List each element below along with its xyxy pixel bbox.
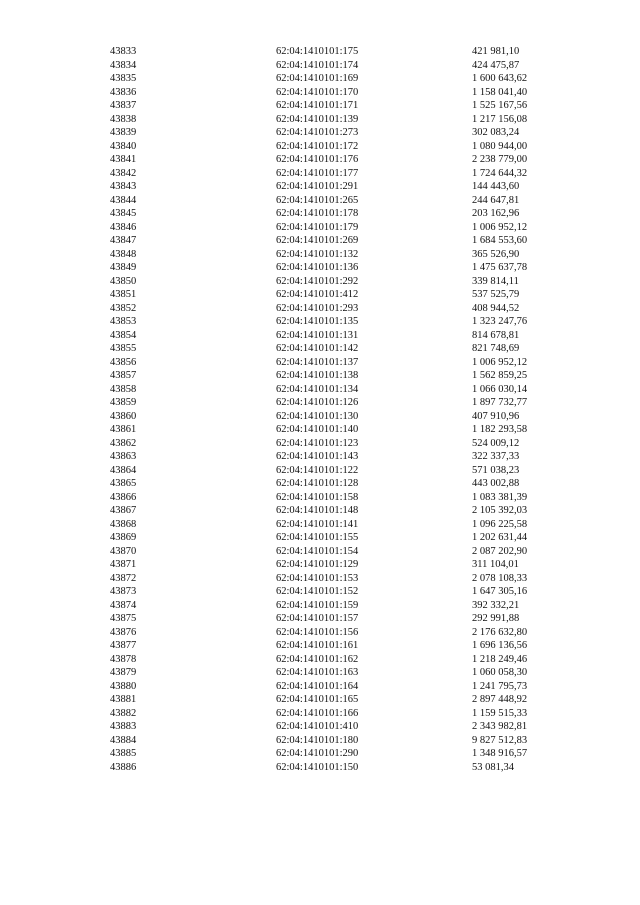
- table-row: [0, 437, 640, 451]
- cadastral-number-cell: 62:04:1410101:157: [276, 613, 359, 624]
- record-number-cell: 43838: [110, 113, 137, 125]
- cadastral-value-cell: 1 218 249,46: [472, 653, 528, 665]
- cadastral-number-cell: 62:04:1410101:154: [276, 545, 359, 557]
- cadastral-number-cell: 62:04:1410101:153: [276, 572, 359, 584]
- cadastral-number-cell: 62:04:1410101:138: [276, 370, 359, 381]
- cadastral-number-cell: 62:04:1410101:141: [276, 518, 359, 530]
- cadastral-number-cell: 62:04:1410101:293: [276, 302, 359, 314]
- cadastral-value-cell: 1 525 167,56: [472, 100, 528, 111]
- cadastral-value-cell: 1 083 381,39: [472, 491, 528, 503]
- record-number-cell: 43851: [110, 289, 137, 300]
- cadastral-number-cell: 62:04:1410101:410: [276, 721, 359, 732]
- table-row: [0, 639, 640, 653]
- table-row: [0, 585, 640, 599]
- record-number-cell: 43886: [110, 761, 137, 773]
- table-row: [0, 626, 640, 640]
- record-number-cell: 43848: [110, 248, 137, 260]
- record-number-cell: 43877: [110, 640, 137, 651]
- cadastral-number-cell: 62:04:1410101:131: [276, 329, 359, 341]
- table-row: [0, 734, 640, 748]
- record-number-cell: 43883: [110, 721, 137, 732]
- cadastral-number-cell: 62:04:1410101:179: [276, 221, 359, 233]
- cadastral-value-cell: 1 159 515,33: [472, 707, 528, 719]
- cadastral-value-cell: 814 678,81: [472, 329, 520, 341]
- record-number-cell: 43849: [110, 262, 137, 273]
- table-row: [0, 59, 640, 73]
- cadastral-number-cell: 62:04:1410101:152: [276, 586, 359, 597]
- table-row: [0, 261, 640, 275]
- table-row: [0, 207, 640, 221]
- record-number-cell: 43867: [110, 505, 137, 516]
- cadastral-value-cell: 407 910,96: [472, 410, 520, 422]
- record-number-cell: 43869: [110, 532, 137, 543]
- record-number-cell: 43842: [110, 167, 137, 179]
- cadastral-number-cell: 62:04:1410101:126: [276, 397, 359, 408]
- record-number-cell: 43885: [110, 748, 137, 759]
- table-row: [0, 693, 640, 707]
- cadastral-number-cell: 62:04:1410101:137: [276, 356, 359, 368]
- cadastral-value-cell: 53 081,34: [472, 761, 514, 773]
- cadastral-value-cell: 2 087 202,90: [472, 545, 528, 557]
- table-row: [0, 545, 640, 559]
- cadastral-number-cell: 62:04:1410101:148: [276, 505, 359, 516]
- table-row: [0, 342, 640, 356]
- cadastral-number-cell: 62:04:1410101:172: [276, 140, 359, 152]
- cadastral-value-cell: 821 748,69: [472, 343, 520, 354]
- table-row: [0, 126, 640, 140]
- cadastral-number-cell: 62:04:1410101:135: [276, 316, 359, 327]
- record-number-cell: 43839: [110, 127, 137, 138]
- table-row: [0, 45, 640, 59]
- cadastral-value-cell: 408 944,52: [472, 302, 520, 314]
- cadastral-value-cell: 365 526,90: [472, 248, 520, 260]
- cadastral-value-cell: 1 060 058,30: [472, 667, 528, 678]
- cadastral-number-cell: 62:04:1410101:132: [276, 248, 359, 260]
- cadastral-value-cell: 1 475 637,78: [472, 262, 528, 273]
- cadastral-number-cell: 62:04:1410101:170: [276, 86, 359, 98]
- cadastral-number-cell: 62:04:1410101:174: [276, 59, 359, 71]
- record-number-cell: 43863: [110, 451, 137, 462]
- record-number-cell: 43875: [110, 613, 137, 624]
- cadastral-value-cell: 2 176 632,80: [472, 626, 528, 638]
- cadastral-value-cell: 1 202 631,44: [472, 532, 528, 543]
- cadastral-number-cell: 62:04:1410101:159: [276, 599, 359, 611]
- cadastral-number-cell: 62:04:1410101:412: [276, 289, 359, 300]
- record-number-cell: 43882: [110, 707, 137, 719]
- cadastral-number-cell: 62:04:1410101:290: [276, 748, 359, 759]
- record-number-cell: 43865: [110, 478, 137, 489]
- cadastral-number-cell: 62:04:1410101:176: [276, 154, 359, 165]
- record-number-cell: 43834: [110, 59, 137, 71]
- cadastral-number-cell: 62:04:1410101:156: [276, 626, 359, 638]
- cadastral-value-cell: 1 241 795,73: [472, 680, 528, 692]
- cadastral-value-cell: 1 323 247,76: [472, 316, 528, 327]
- cadastral-value-cell: 1 562 859,25: [472, 370, 528, 381]
- record-number-cell: 43844: [110, 194, 137, 206]
- table-row: [0, 491, 640, 505]
- record-number-cell: 43845: [110, 208, 137, 219]
- cadastral-value-cell: 322 337,33: [472, 451, 520, 462]
- table-row: [0, 194, 640, 208]
- table-row: [0, 72, 640, 86]
- record-number-cell: 43841: [110, 154, 137, 165]
- table-row: [0, 140, 640, 154]
- record-number-cell: 43853: [110, 316, 137, 327]
- cadastral-number-cell: 62:04:1410101:150: [276, 761, 359, 773]
- table-row: [0, 86, 640, 100]
- table-row: [0, 680, 640, 694]
- cadastral-number-cell: 62:04:1410101:166: [276, 707, 359, 719]
- cadastral-value-cell: 244 647,81: [472, 194, 520, 206]
- table-row: [0, 761, 640, 775]
- record-number-cell: 43854: [110, 329, 137, 341]
- table-row: [0, 707, 640, 721]
- record-number-cell: 43835: [110, 73, 137, 84]
- cadastral-value-cell: 1 696 136,56: [472, 640, 528, 651]
- record-number-cell: 43843: [110, 181, 137, 192]
- cadastral-number-cell: 62:04:1410101:164: [276, 680, 359, 692]
- cadastral-value-cell: 1 006 952,12: [472, 356, 528, 368]
- cadastral-number-cell: 62:04:1410101:162: [276, 653, 359, 665]
- cadastral-number-cell: 62:04:1410101:265: [276, 194, 359, 206]
- cadastral-value-table: [0, 45, 640, 774]
- cadastral-value-cell: 392 332,21: [472, 599, 520, 611]
- cadastral-number-cell: 62:04:1410101:165: [276, 694, 359, 705]
- cadastral-value-cell: 1 647 305,16: [472, 586, 528, 597]
- cadastral-value-cell: 339 814,11: [472, 275, 519, 287]
- record-number-cell: 43859: [110, 397, 137, 408]
- record-number-cell: 43858: [110, 383, 137, 395]
- cadastral-number-cell: 62:04:1410101:158: [276, 491, 359, 503]
- table-row: [0, 410, 640, 424]
- record-number-cell: 43840: [110, 140, 137, 152]
- cadastral-number-cell: 62:04:1410101:143: [276, 451, 359, 462]
- table-row: [0, 477, 640, 491]
- cadastral-value-cell: 302 083,24: [472, 127, 520, 138]
- cadastral-number-cell: 62:04:1410101:175: [276, 46, 359, 57]
- cadastral-number-cell: 62:04:1410101:291: [276, 181, 359, 192]
- cadastral-number-cell: 62:04:1410101:163: [276, 667, 359, 678]
- table-row: [0, 180, 640, 194]
- record-number-cell: 43855: [110, 343, 137, 354]
- cadastral-number-cell: 62:04:1410101:178: [276, 208, 359, 219]
- record-number-cell: 43846: [110, 221, 137, 233]
- table-row: [0, 329, 640, 343]
- table-row: [0, 153, 640, 167]
- table-row: [0, 599, 640, 613]
- cadastral-value-cell: 2 238 779,00: [472, 154, 528, 165]
- table-row: [0, 558, 640, 572]
- cadastral-value-cell: 1 217 156,08: [472, 113, 528, 125]
- cadastral-value-cell: 1 158 041,40: [472, 86, 528, 98]
- cadastral-value-cell: 203 162,96: [472, 208, 520, 219]
- cadastral-value-cell: 421 981,10: [472, 46, 520, 57]
- table-row: [0, 99, 640, 113]
- table-row: [0, 747, 640, 761]
- record-number-cell: 43850: [110, 275, 137, 287]
- cadastral-value-cell: 1 080 944,00: [472, 140, 528, 152]
- table-row: [0, 450, 640, 464]
- cadastral-number-cell: 62:04:1410101:180: [276, 734, 359, 746]
- record-number-cell: 43857: [110, 370, 137, 381]
- cadastral-number-cell: 62:04:1410101:155: [276, 532, 359, 543]
- cadastral-value-cell: 2 105 392,03: [472, 505, 528, 516]
- cadastral-number-cell: 62:04:1410101:161: [276, 640, 359, 651]
- table-row: [0, 369, 640, 383]
- cadastral-value-cell: 1 066 030,14: [472, 383, 528, 395]
- record-number-cell: 43872: [110, 572, 137, 584]
- table-row: [0, 396, 640, 410]
- cadastral-number-cell: 62:04:1410101:140: [276, 424, 359, 435]
- cadastral-value-cell: 2 343 982,81: [472, 721, 528, 732]
- cadastral-value-cell: 144 443,60: [472, 181, 520, 192]
- table-row: [0, 275, 640, 289]
- table-row: [0, 234, 640, 248]
- record-number-cell: 43871: [110, 559, 137, 570]
- cadastral-number-cell: 62:04:1410101:269: [276, 235, 359, 246]
- cadastral-number-cell: 62:04:1410101:292: [276, 275, 359, 287]
- table-row: [0, 167, 640, 181]
- table-row: [0, 248, 640, 262]
- record-number-cell: 43836: [110, 86, 137, 98]
- table-row: [0, 315, 640, 329]
- table-row: [0, 572, 640, 586]
- cadastral-value-cell: 292 991,88: [472, 613, 520, 624]
- table-row: [0, 653, 640, 667]
- record-number-cell: 43870: [110, 545, 137, 557]
- record-number-cell: 43878: [110, 653, 137, 665]
- table-row: [0, 288, 640, 302]
- record-number-cell: 43879: [110, 667, 137, 678]
- cadastral-number-cell: 62:04:1410101:134: [276, 383, 359, 395]
- cadastral-number-cell: 62:04:1410101:129: [276, 559, 359, 570]
- cadastral-value-cell: 524 009,12: [472, 437, 520, 449]
- table-row: [0, 383, 640, 397]
- cadastral-number-cell: 62:04:1410101:171: [276, 100, 359, 111]
- table-row: [0, 518, 640, 532]
- record-number-cell: 43884: [110, 734, 137, 746]
- table-row: [0, 423, 640, 437]
- record-number-cell: 43861: [110, 424, 137, 435]
- cadastral-value-cell: 1 006 952,12: [472, 221, 528, 233]
- cadastral-value-cell: 1 182 293,58: [472, 424, 528, 435]
- table-row: [0, 464, 640, 478]
- record-number-cell: 43866: [110, 491, 137, 503]
- table-row: [0, 531, 640, 545]
- record-number-cell: 43856: [110, 356, 137, 368]
- cadastral-number-cell: 62:04:1410101:122: [276, 464, 359, 476]
- cadastral-value-cell: 9 827 512,83: [472, 734, 528, 746]
- table-row: [0, 612, 640, 626]
- table-row: [0, 302, 640, 316]
- record-number-cell: 43876: [110, 626, 137, 638]
- record-number-cell: 43847: [110, 235, 137, 246]
- record-number-cell: 43874: [110, 599, 137, 611]
- cadastral-value-cell: 1 096 225,58: [472, 518, 528, 530]
- cadastral-number-cell: 62:04:1410101:136: [276, 262, 359, 273]
- cadastral-value-cell: 1 897 732,77: [472, 397, 528, 408]
- cadastral-number-cell: 62:04:1410101:169: [276, 73, 359, 84]
- record-number-cell: 43864: [110, 464, 137, 476]
- table-row: [0, 666, 640, 680]
- table-row: [0, 720, 640, 734]
- cadastral-value-cell: 537 525,79: [472, 289, 520, 300]
- record-number-cell: 43881: [110, 694, 137, 705]
- cadastral-number-cell: 62:04:1410101:273: [276, 127, 359, 138]
- cadastral-value-cell: 443 002,88: [472, 478, 520, 489]
- cadastral-number-cell: 62:04:1410101:177: [276, 167, 359, 179]
- record-number-cell: 43862: [110, 437, 137, 449]
- table-row: [0, 504, 640, 518]
- cadastral-number-cell: 62:04:1410101:139: [276, 113, 359, 125]
- cadastral-value-cell: 1 724 644,32: [472, 167, 528, 179]
- cadastral-value-cell: 311 104,01: [472, 559, 519, 570]
- cadastral-value-cell: 1 348 916,57: [472, 748, 528, 759]
- cadastral-number-cell: 62:04:1410101:130: [276, 410, 359, 422]
- record-number-cell: 43873: [110, 586, 137, 597]
- record-number-cell: 43837: [110, 100, 137, 111]
- cadastral-number-cell: 62:04:1410101:123: [276, 437, 359, 449]
- record-number-cell: 43833: [110, 46, 137, 57]
- record-number-cell: 43852: [110, 302, 137, 314]
- cadastral-value-cell: 1 600 643,62: [472, 73, 528, 84]
- cadastral-value-cell: 2 078 108,33: [472, 572, 528, 584]
- record-number-cell: 43880: [110, 680, 137, 692]
- cadastral-value-cell: 2 897 448,92: [472, 694, 528, 705]
- record-number-cell: 43860: [110, 410, 137, 422]
- cadastral-number-cell: 62:04:1410101:142: [276, 343, 359, 354]
- cadastral-number-cell: 62:04:1410101:128: [276, 478, 359, 489]
- cadastral-value-cell: 424 475,87: [472, 59, 520, 71]
- table-row: [0, 356, 640, 370]
- record-number-cell: 43868: [110, 518, 137, 530]
- table-row: [0, 221, 640, 235]
- table-row: [0, 113, 640, 127]
- cadastral-value-cell: 571 038,23: [472, 464, 520, 476]
- cadastral-value-cell: 1 684 553,60: [472, 235, 528, 246]
